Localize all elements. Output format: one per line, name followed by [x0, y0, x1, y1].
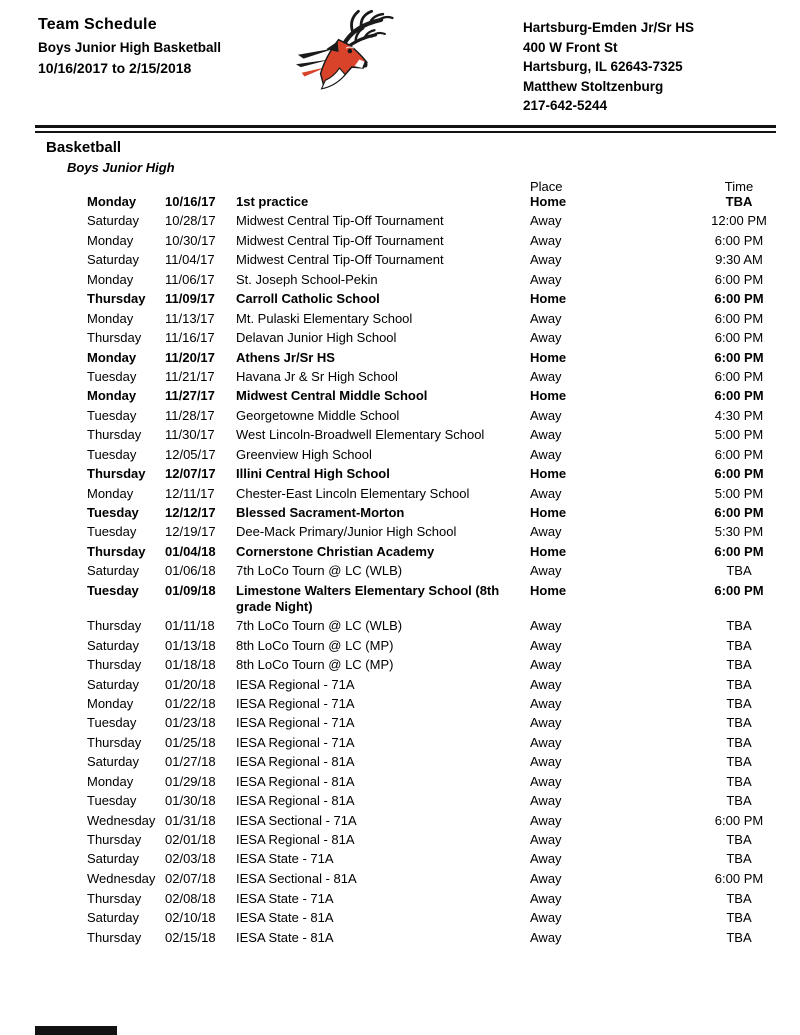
cell-event: IESA Regional - 81A: [236, 754, 355, 770]
schedule-row: [87, 369, 789, 385]
schedule-row: [87, 291, 789, 307]
cell-date: 11/06/17: [165, 271, 215, 287]
cell-place: Away: [530, 910, 562, 926]
cell-time: TBA: [726, 657, 752, 673]
schedule-row: [87, 910, 789, 926]
cell-event: IESA Regional - 71A: [236, 676, 355, 692]
cell-place: Away: [530, 929, 562, 945]
cell-day: Monday: [87, 310, 134, 326]
cell-date: 01/04/18: [165, 543, 216, 559]
cell-event: Blessed Sacrament-Morton: [236, 505, 405, 520]
cell-date: 02/07/18: [165, 871, 216, 887]
cell-date: 12/12/17: [165, 505, 216, 520]
schedule-row: [87, 813, 789, 829]
cell-date: 02/08/18: [165, 890, 216, 906]
cell-time: 9:30 AM: [715, 252, 763, 268]
schedule-row: [87, 851, 789, 867]
schedule-row: [87, 544, 789, 560]
stag-mascot-icon: [296, 4, 400, 98]
cell-day: Thursday: [87, 543, 146, 559]
schedule-row: [87, 272, 789, 288]
schedule-row: [87, 583, 789, 615]
cell-day: Thursday: [87, 929, 142, 945]
cell-time: 5:00 PM: [714, 427, 764, 443]
cell-event: IESA Regional - 71A: [236, 734, 355, 750]
cell-time: TBA: [726, 637, 752, 653]
schedule-row: [87, 388, 789, 404]
column-header-spacer: [87, 180, 530, 193]
cell-time: TBA: [726, 754, 752, 770]
cell-event: West Lincoln-Broadwell Elementary School: [236, 427, 485, 443]
cell-place: Away: [530, 812, 562, 828]
cell-place: Away: [530, 310, 562, 326]
cell-date: 11/16/17: [165, 330, 215, 346]
cell-date: 01/30/18: [165, 793, 216, 809]
cell-event: Illini Central High School: [236, 466, 390, 482]
schedule-row: [87, 754, 789, 770]
cell-time: TBA: [726, 734, 752, 750]
cell-date: 02/01/18: [165, 832, 216, 847]
cell-date: 11/27/17: [165, 388, 215, 404]
schedule-row: [87, 715, 789, 731]
cell-event: Carroll Catholic School: [236, 291, 380, 307]
cropped-footer-rule: [35, 1026, 117, 1035]
cell-time: TBA: [726, 793, 752, 809]
team-logo: [296, 4, 400, 98]
schedule-row: [87, 832, 789, 848]
cell-date: 01/27/18: [165, 754, 216, 770]
cell-date: 01/06/18: [165, 563, 216, 579]
cell-date: 11/21/17: [165, 368, 215, 384]
schedule-row: [87, 563, 789, 579]
cell-day: Thursday: [87, 427, 142, 443]
schedule-row: [87, 891, 789, 907]
schedule-row: [87, 252, 789, 268]
sport-heading: Basketball: [46, 139, 122, 156]
cell-event: 7th LoCo Tourn @ LC (WLB): [236, 563, 403, 579]
cell-event: IESA Regional - 81A: [236, 773, 355, 789]
cell-time: TBA: [726, 929, 752, 945]
schedule-row: [87, 330, 789, 346]
cell-time: TBA: [726, 618, 752, 634]
schedule-row: [87, 638, 789, 654]
schedule-row: [87, 793, 789, 809]
cell-day: Tuesday: [87, 715, 137, 731]
schedule-table: [87, 180, 789, 949]
cell-time: TBA: [726, 676, 752, 692]
cell-day: Saturday: [87, 754, 140, 770]
schedule-row: [87, 505, 789, 521]
school-contact-block: [523, 18, 694, 116]
cell-day: Thursday: [87, 734, 142, 750]
cell-event: IESA State - 71A: [236, 851, 334, 867]
place-column-header: Place: [530, 179, 563, 194]
cell-time: 6:00 PM: [714, 232, 764, 248]
schedule-row: [87, 350, 789, 366]
cell-place: Away: [530, 754, 562, 770]
cell-place: Away: [530, 676, 562, 692]
cell-time: TBA: [726, 695, 752, 711]
cell-day: Saturday: [87, 851, 140, 867]
cell-time: 6:00 PM: [714, 582, 764, 598]
cell-place: Away: [530, 213, 562, 229]
cell-date: 10/28/17: [165, 213, 216, 229]
cell-date: 12/11/17: [165, 485, 215, 501]
cell-place: Away: [530, 446, 562, 462]
cell-date: 11/20/17: [165, 349, 215, 365]
cell-day: Wednesday: [87, 812, 156, 828]
cell-time: TBA: [726, 890, 752, 906]
cell-place: Home: [530, 291, 567, 307]
cell-day: Saturday: [87, 213, 140, 229]
cell-place: Away: [530, 890, 562, 906]
team-heading: Boys Junior High: [67, 160, 175, 175]
cell-date: 11/28/17: [165, 407, 215, 423]
cell-date: 01/09/18: [165, 582, 216, 598]
cell-place: Away: [530, 563, 562, 579]
cell-place: Away: [530, 485, 562, 501]
schedule-row: [87, 930, 789, 946]
cell-date: 10/30/17: [165, 232, 216, 248]
cell-place: Away: [530, 832, 562, 847]
cell-event: Athens Jr/Sr HS: [236, 349, 335, 365]
cell-event: Cornerstone Christian Academy: [236, 543, 435, 559]
schedule-rows: [87, 194, 789, 946]
cell-day: Thursday: [87, 466, 146, 482]
cell-event: Midwest Central Middle School: [236, 388, 428, 404]
cell-time: 6:00 PM: [714, 543, 764, 559]
cell-event: IESA Regional - 71A: [236, 695, 355, 711]
cell-time: 6:00 PM: [714, 330, 764, 346]
cell-place: Away: [530, 368, 562, 384]
cell-date: 02/03/18: [165, 851, 216, 867]
cell-time: 5:00 PM: [714, 485, 764, 501]
cell-place: Away: [530, 715, 562, 731]
cell-place: Away: [530, 232, 562, 248]
cell-place: Away: [530, 252, 562, 268]
cell-time: 6:00 PM: [714, 310, 764, 326]
cell-day: Monday: [87, 485, 134, 501]
schedule-row: [87, 213, 789, 229]
cell-event: Chester-East Lincoln Elementary School: [236, 485, 470, 501]
cell-time: 6:00 PM: [714, 446, 764, 462]
cell-time: 6:00 PM: [714, 871, 764, 887]
cell-date: 01/25/18: [165, 734, 216, 750]
cell-date: 10/16/17: [165, 194, 216, 209]
cell-event: Georgetowne Middle School: [236, 407, 400, 423]
cell-day: Monday: [87, 271, 134, 287]
cell-event: IESA Sectional - 81A: [236, 871, 357, 887]
cell-day: Tuesday: [87, 407, 137, 423]
cell-day: Thursday: [87, 330, 142, 346]
cell-day: Monday: [87, 388, 137, 404]
cell-date: 02/10/18: [165, 910, 216, 926]
cell-day: Tuesday: [87, 793, 137, 809]
schedule-row: [87, 657, 789, 673]
schedule-row: [87, 871, 789, 887]
cell-place: Away: [530, 734, 562, 750]
cell-date: 12/05/17: [165, 446, 216, 462]
schedule-row: [87, 677, 789, 693]
cell-time: 6:00 PM: [714, 388, 764, 404]
cell-day: Wednesday: [87, 871, 156, 887]
cell-event: 1st practice: [236, 194, 309, 209]
cell-event: Mt. Pulaski Elementary School: [236, 310, 413, 326]
cell-time: 6:00 PM: [714, 271, 764, 287]
schedule-row: [87, 233, 789, 249]
cell-day: Saturday: [87, 676, 140, 692]
cell-event: IESA State - 81A: [236, 929, 334, 945]
cell-day: Thursday: [87, 291, 146, 307]
cell-day: Thursday: [87, 657, 142, 673]
date-range: 10/16/2017 to 2/15/2018: [38, 60, 192, 76]
cell-place: Away: [530, 657, 562, 673]
cell-day: Tuesday: [87, 505, 139, 520]
team-subtitle: Boys Junior High Basketball: [38, 40, 222, 55]
cell-time: 6:00 PM: [714, 291, 764, 307]
cell-place: Away: [530, 524, 562, 540]
cell-event: IESA Regional - 81A: [236, 793, 355, 809]
cell-date: 01/31/18: [165, 812, 216, 828]
cell-time: 6:00 PM: [714, 368, 764, 384]
cell-place: Home: [530, 388, 567, 404]
cell-time: TBA: [726, 851, 752, 867]
cell-day: Tuesday: [87, 524, 137, 540]
cell-place: Away: [530, 793, 562, 809]
cell-place: Away: [530, 427, 562, 443]
cell-place: Home: [530, 582, 567, 598]
cell-date: 01/22/18: [165, 695, 216, 711]
cell-day: Saturday: [87, 637, 140, 653]
cell-date: 11/04/17: [165, 252, 215, 268]
cell-event: 7th LoCo Tourn @ LC (WLB): [236, 618, 403, 634]
schedule-row: [87, 735, 789, 751]
schedule-row: [87, 194, 789, 210]
cell-event: Midwest Central Tip-Off Tournament: [236, 252, 444, 268]
contact-name: Matthew Stoltzenburg: [523, 78, 664, 94]
cell-place: Home: [530, 505, 567, 520]
cell-event: Midwest Central Tip-Off Tournament: [236, 232, 444, 248]
cell-time: TBA: [726, 773, 752, 789]
schedule-row: [87, 618, 789, 634]
schedule-row: [87, 447, 789, 463]
cell-date: 12/07/17: [165, 466, 216, 482]
cell-day: Monday: [87, 194, 137, 209]
cell-event: Havana Jr & Sr High School: [236, 368, 398, 384]
cell-time: TBA: [726, 832, 752, 847]
cell-day: Thursday: [87, 832, 142, 847]
cell-day: Saturday: [87, 910, 140, 926]
cell-time: 6:00 PM: [714, 349, 764, 365]
contact-phone: 217-642-5244: [523, 98, 608, 113]
cell-day: Thursday: [87, 890, 142, 906]
cell-event: Dee-Mack Primary/Junior High School: [236, 524, 457, 540]
cell-event: Limestone Walters Elementary School (8th grade Night): [236, 582, 500, 614]
cell-event: IESA State - 71A: [236, 890, 334, 906]
cell-event: 8th LoCo Tourn @ LC (MP): [236, 657, 394, 673]
cell-day: Monday: [87, 695, 134, 711]
cell-date: 01/23/18: [165, 715, 216, 731]
cell-date: 02/15/18: [165, 929, 216, 945]
cell-time: TBA: [726, 563, 752, 579]
cell-event: IESA Regional - 81A: [236, 832, 355, 847]
school-address-line1: 400 W Front St: [523, 39, 618, 55]
cell-date: 01/11/18: [165, 618, 215, 634]
cell-day: Tuesday: [87, 446, 137, 462]
cell-day: Saturday: [87, 563, 140, 579]
time-column-header: Time: [724, 179, 754, 194]
cell-time: 6:00 PM: [714, 466, 764, 482]
cell-day: Monday: [87, 349, 137, 365]
cell-place: Home: [530, 466, 567, 482]
header-rule-thick: [35, 125, 776, 128]
cell-time: TBA: [726, 715, 752, 731]
cell-place: Away: [530, 407, 562, 423]
cell-event: 8th LoCo Tourn @ LC (MP): [236, 637, 394, 653]
cell-place: Away: [530, 618, 562, 634]
cell-day: Monday: [87, 232, 134, 248]
cell-time: 5:30 PM: [714, 524, 764, 540]
cell-date: 01/20/18: [165, 676, 216, 692]
cell-place: Away: [530, 773, 562, 789]
school-address-line2: Hartsburg, IL 62643-7325: [523, 59, 683, 74]
cell-time: 6:00 PM: [714, 812, 764, 828]
cell-event: Midwest Central Tip-Off Tournament: [236, 213, 444, 229]
schedule-row: [87, 696, 789, 712]
cell-day: Monday: [87, 773, 134, 789]
cell-day: Tuesday: [87, 582, 139, 598]
cell-day: Thursday: [87, 618, 142, 634]
cell-event: Greenview High School: [236, 446, 372, 462]
cell-place: Away: [530, 871, 562, 887]
cell-place: Away: [530, 330, 562, 346]
header-rule-thin: [35, 131, 776, 133]
cell-date: 11/30/17: [165, 427, 215, 443]
cell-place: Home: [530, 349, 567, 365]
schedule-row: [87, 427, 789, 443]
school-name: Hartsburg-Emden Jr/Sr HS: [523, 20, 695, 35]
cell-event: Delavan Junior High School: [236, 330, 397, 346]
cell-date: 01/13/18: [165, 637, 216, 653]
cell-place: Home: [530, 194, 567, 209]
cell-date: 11/13/17: [165, 310, 215, 326]
cell-time: 4:30 PM: [714, 407, 764, 423]
cell-time: 12:00 PM: [711, 213, 767, 229]
cell-date: 11/09/17: [165, 291, 215, 307]
schedule-row: [87, 486, 789, 502]
cell-place: Home: [530, 543, 567, 559]
column-headers: [87, 180, 789, 193]
cell-event: IESA State - 81A: [236, 910, 334, 926]
cell-event: St. Joseph School-Pekin: [236, 271, 378, 287]
schedule-row: [87, 774, 789, 790]
cell-date: 01/18/18: [165, 657, 216, 673]
cell-day: Tuesday: [87, 368, 137, 384]
cell-time: 6:00 PM: [714, 505, 764, 520]
cell-place: Away: [530, 851, 562, 867]
cell-event: IESA Sectional - 71A: [236, 812, 357, 828]
cell-time: TBA: [726, 910, 752, 926]
cell-date: 12/19/17: [165, 524, 216, 540]
schedule-row: [87, 524, 789, 540]
schedule-row: [87, 311, 789, 327]
page-title: Team Schedule: [38, 16, 157, 33]
schedule-row: [87, 408, 789, 424]
cell-time: TBA: [725, 194, 753, 209]
cell-place: Away: [530, 271, 562, 287]
cell-event: IESA Regional - 71A: [236, 715, 355, 731]
cell-date: 01/29/18: [165, 773, 216, 789]
cell-place: Away: [530, 637, 562, 653]
schedule-row: [87, 466, 789, 482]
cell-place: Away: [530, 695, 562, 711]
cell-day: Saturday: [87, 252, 140, 268]
